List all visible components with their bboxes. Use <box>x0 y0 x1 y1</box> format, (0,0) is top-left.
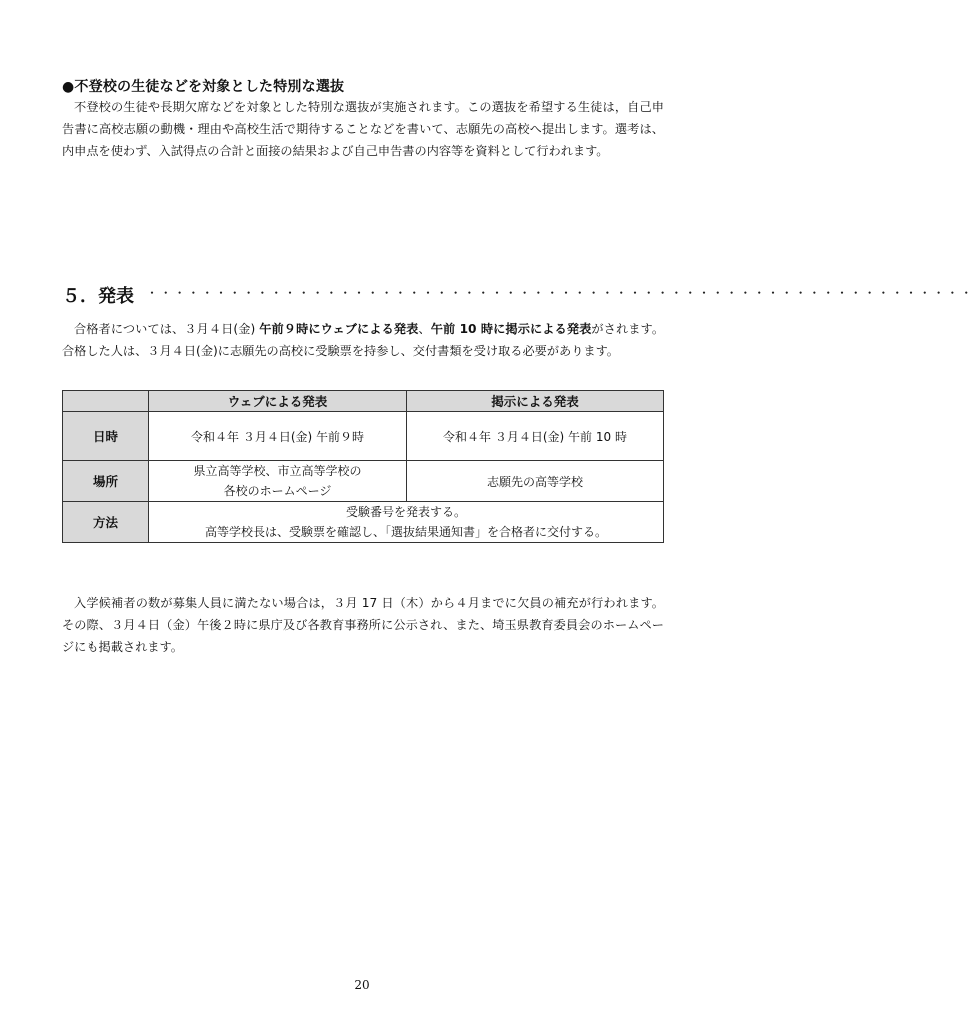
row-label-method: 方法 <box>63 502 149 543</box>
intro-text-1: 合格者については、３月４日(金) <box>74 322 260 336</box>
table-corner-cell <box>63 391 149 412</box>
intro-web-announcement: 午前９時にウェブによる発表 <box>259 322 419 336</box>
date-web-cell: 令和４年 ３月４日(金) 午前９時 <box>149 412 407 461</box>
table-row-place <box>63 461 664 502</box>
table-row-method <box>63 502 664 543</box>
place-web-line-1: 県立高等学校、市立高等学校の <box>193 464 362 478</box>
method-cell <box>149 502 664 543</box>
place-web-cell <box>149 461 407 502</box>
intro-text-3: がされます。合格した人は、３月４日(金)に志願先の高校に受験票を持参し、交付書類を受け取る必要があります。 <box>62 322 665 358</box>
special-selection-heading: ●不登校の生徒などを対象とした特別な選抜 <box>62 79 345 95</box>
heading-dot-leader: ・・・・・・・・・・・・・・・・・・・・・・・・・・・・・・・・・・・・・・・・・・・・・・・・・・・・・・・・・・・・ <box>146 286 974 300</box>
column-header-web: ウェブによる発表 <box>149 391 407 412</box>
section-title: ５．発表 <box>62 286 134 307</box>
place-board-cell: 志願先の高等学校 <box>407 461 664 502</box>
table-header-row <box>63 391 664 412</box>
announcement-table <box>62 390 664 543</box>
special-selection-body: 不登校の生徒や長期欠席などを対象とした特別な選抜が実施されます。この選抜を希望する生徒は，自己申告書に高校志願の動機・理由や高校生活で期待することなどを書いて、志願先の高校へ提出します。選考は、内申点を使わず、入試得点の合計と面接の結果および自己申告書の内容等を資料として行われます。 <box>62 100 664 158</box>
column-header-board: 掲示による発表 <box>407 391 664 412</box>
method-line-2: 高等学校長は、受験票を確認し、「選抜結果通知書」を合格者に交付する。 <box>204 525 607 539</box>
intro-text-2: 、 <box>418 322 431 336</box>
row-label-date: 日時 <box>63 412 149 461</box>
place-web-line-2: 各校のホームページ <box>223 484 332 498</box>
intro-board-announcement: 午前 10 時に掲示による発表 <box>430 322 592 336</box>
row-label-place: 場所 <box>63 461 149 502</box>
table-row-date <box>63 412 664 461</box>
date-board-cell: 令和４年 ３月４日(金) 午前 10 時 <box>407 412 664 461</box>
page-number: 20 <box>354 978 370 992</box>
announcement-intro <box>62 318 664 362</box>
supplementary-admission-note: 入学候補者の数が募集人員に満たない場合は，３月 17 日（木）から４月までに欠員の補充が行われます。その際、３月４日（金）午後２時に県庁及び各教育事務所に公示され、また、埼玉県教育委員会のホームページにも掲載されます。 <box>62 596 664 654</box>
method-line-1: 受験番号を発表する。 <box>345 505 466 519</box>
